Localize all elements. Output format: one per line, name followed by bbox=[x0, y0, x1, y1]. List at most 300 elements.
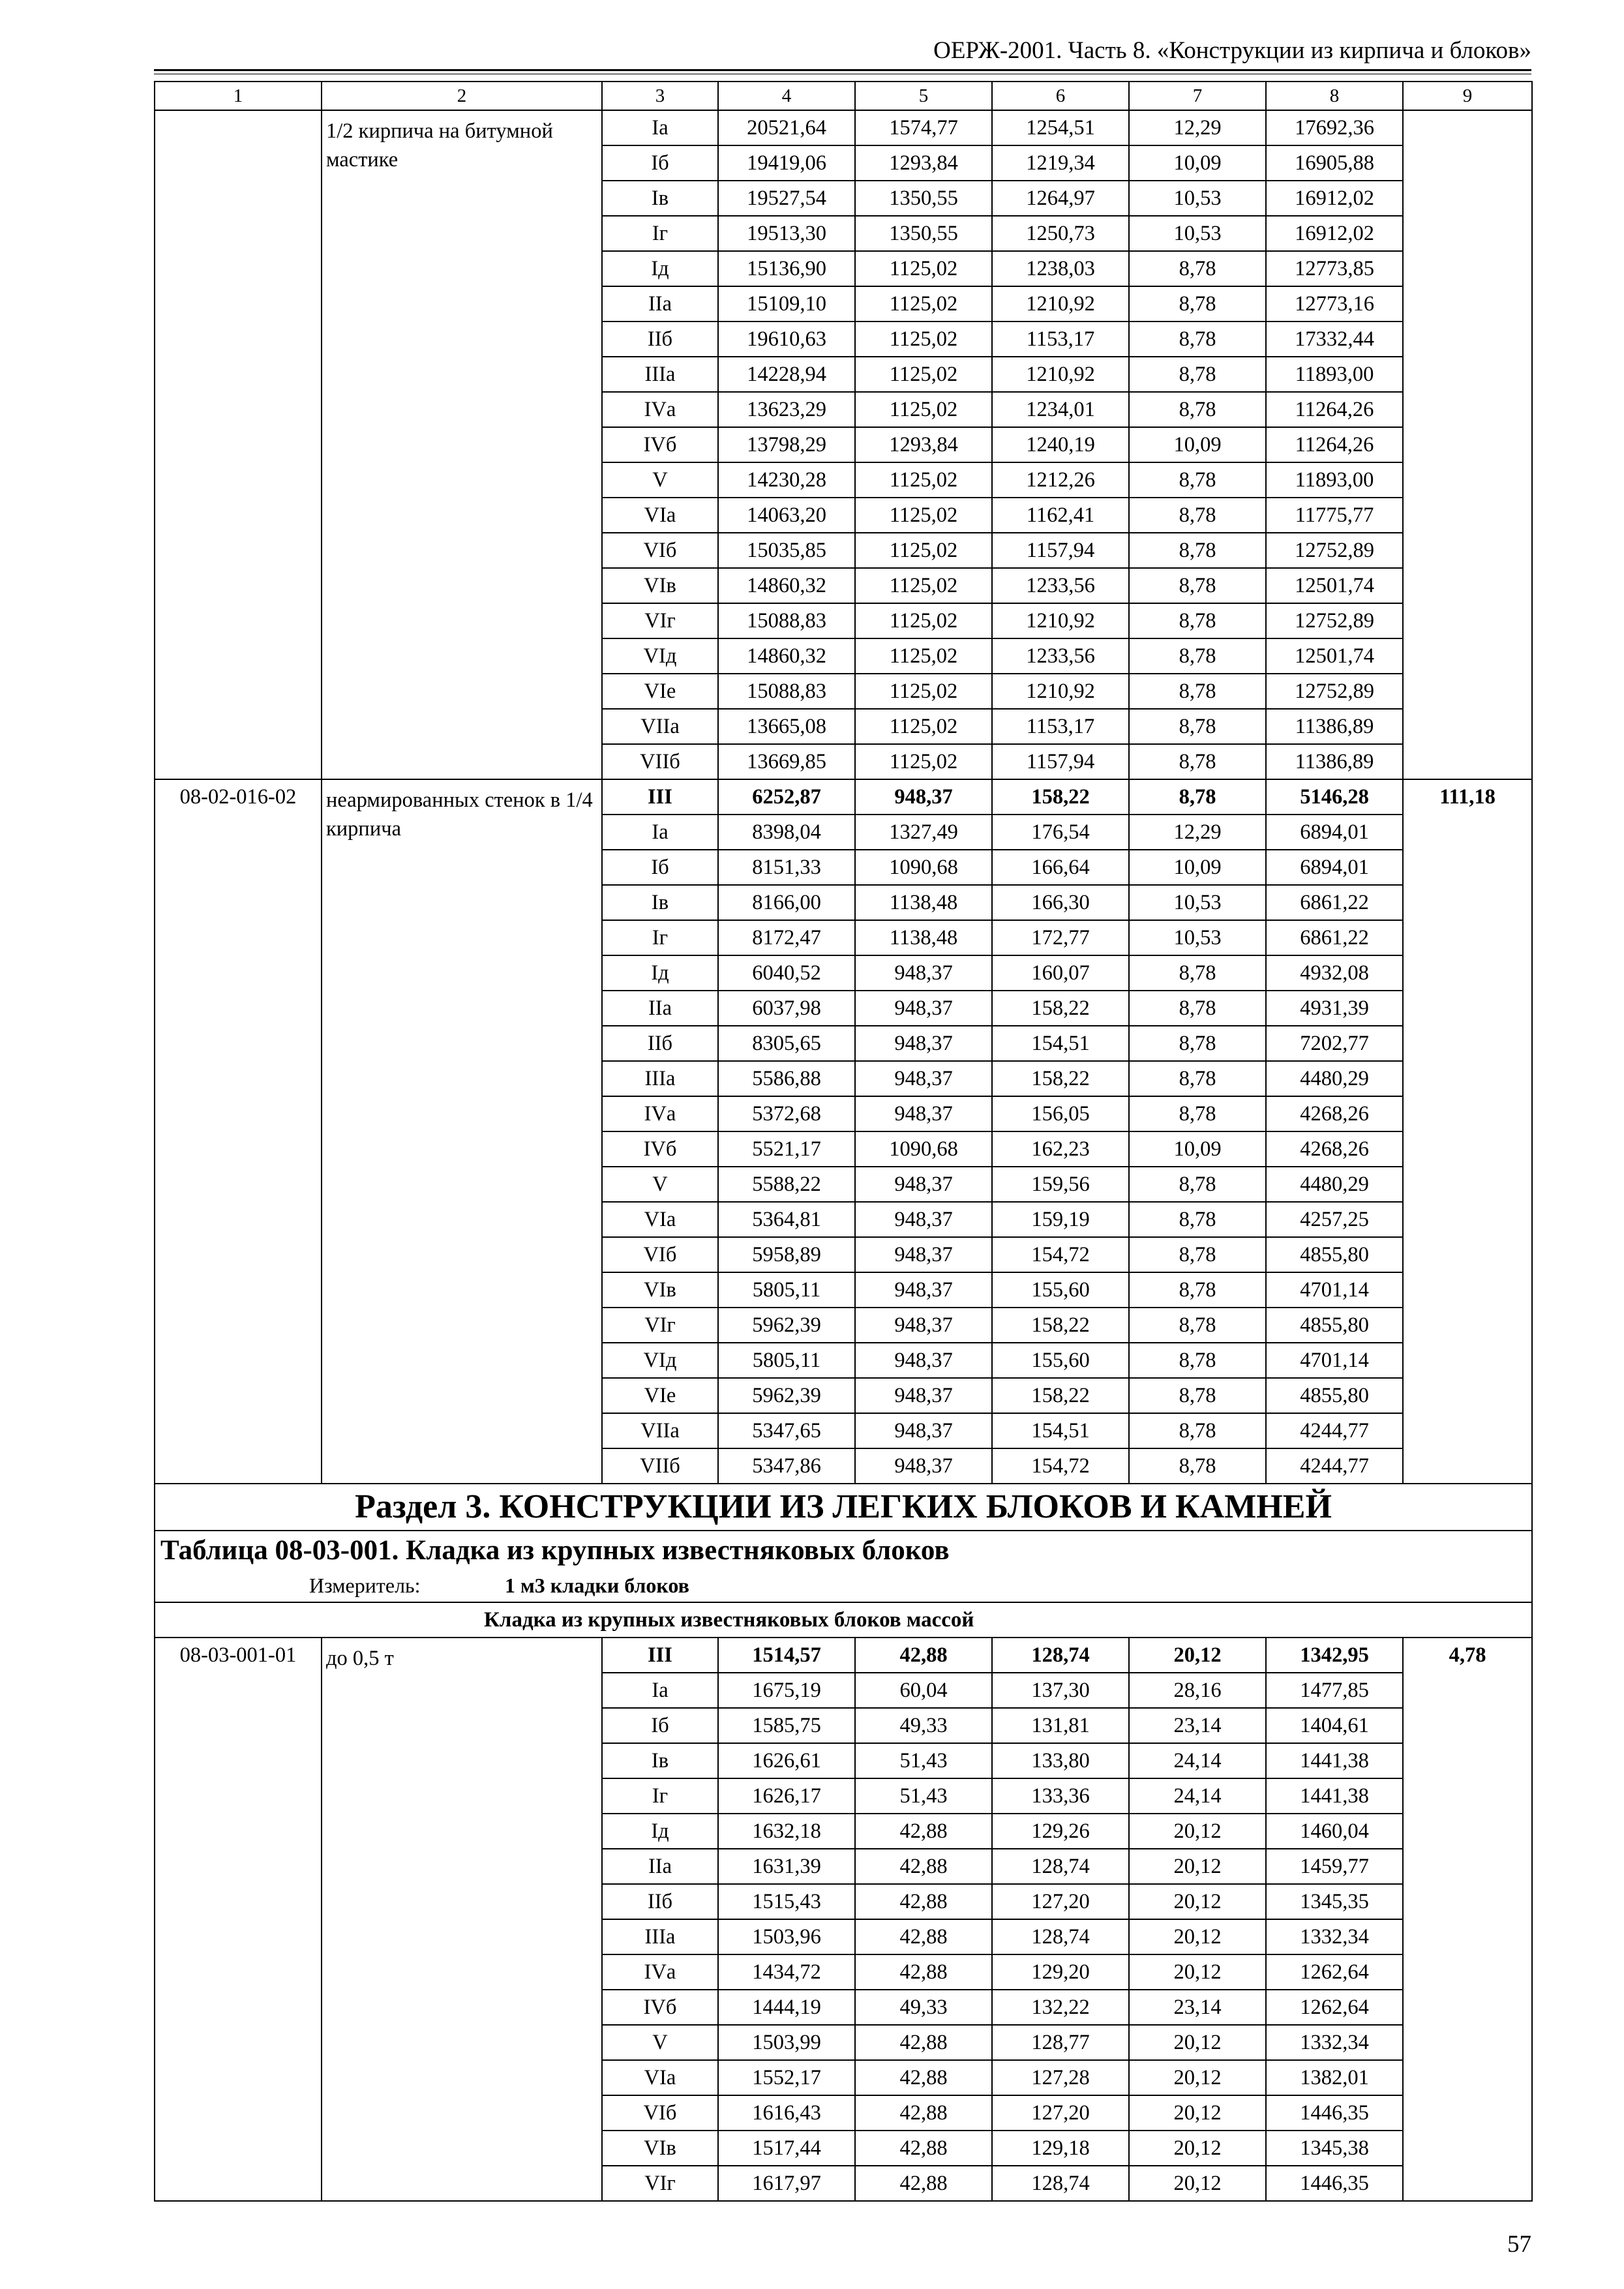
zone-cell: VIа bbox=[602, 1202, 718, 1237]
value-cell: 8166,00 bbox=[718, 885, 855, 920]
table-row bbox=[155, 1638, 1532, 1673]
value-cell: 128,74 bbox=[992, 1919, 1129, 1954]
value-cell: 11386,89 bbox=[1266, 744, 1403, 779]
column-number-cell: 7 bbox=[1129, 82, 1266, 110]
running-header bbox=[154, 34, 1531, 68]
meter-cell bbox=[155, 1569, 1532, 1602]
zone-cell: IVа bbox=[602, 1954, 718, 1990]
zone-cell: Iг bbox=[602, 216, 718, 251]
value-cell: 1125,02 bbox=[855, 286, 992, 322]
column-number-cell: 6 bbox=[992, 82, 1129, 110]
value-cell: 42,88 bbox=[855, 2060, 992, 2095]
value-cell: 20,12 bbox=[1129, 1884, 1266, 1919]
value-cell: 51,43 bbox=[855, 1743, 992, 1778]
value-cell: 20521,64 bbox=[718, 110, 855, 145]
zone-cell: IIIа bbox=[602, 1919, 718, 1954]
value-cell: 14230,28 bbox=[718, 462, 855, 498]
value-cell: 19527,54 bbox=[718, 181, 855, 216]
value-cell: 12,29 bbox=[1129, 110, 1266, 145]
zone-cell: IVб bbox=[602, 427, 718, 462]
zone-cell: III bbox=[602, 779, 718, 815]
value-cell: 6861,22 bbox=[1266, 920, 1403, 955]
value-cell: 7202,77 bbox=[1266, 1026, 1403, 1061]
work-description: 1/2 кирпича на битумной мастике bbox=[322, 110, 602, 779]
value-cell: 42,88 bbox=[855, 1919, 992, 1954]
value-cell: 1332,34 bbox=[1266, 1919, 1403, 1954]
value-cell: 8,78 bbox=[1129, 357, 1266, 392]
value-cell: 1210,92 bbox=[992, 286, 1129, 322]
zone-cell: V bbox=[602, 462, 718, 498]
value-cell: 5146,28 bbox=[1266, 779, 1403, 815]
value-cell: 159,19 bbox=[992, 1202, 1129, 1237]
value-cell: 8,78 bbox=[1129, 1237, 1266, 1272]
value-cell: 10,53 bbox=[1129, 885, 1266, 920]
value-cell: 4480,29 bbox=[1266, 1061, 1403, 1096]
zone-cell: VIб bbox=[602, 1237, 718, 1272]
value-cell: 14063,20 bbox=[718, 498, 855, 533]
subheading-row bbox=[155, 1602, 1532, 1638]
value-cell: 1125,02 bbox=[855, 392, 992, 427]
value-cell: 6040,52 bbox=[718, 955, 855, 991]
value-cell: 1210,92 bbox=[992, 603, 1129, 638]
value-cell: 1138,48 bbox=[855, 885, 992, 920]
zone-cell: VIIа bbox=[602, 1413, 718, 1448]
work-description: неармированных стенок в 1/4 кирпича bbox=[322, 779, 602, 1484]
rate-code: 08-02-016-02 bbox=[155, 779, 322, 1484]
zone-cell: VIб bbox=[602, 2095, 718, 2131]
column-number-cell: 3 bbox=[602, 82, 718, 110]
value-cell: 1240,19 bbox=[992, 427, 1129, 462]
value-cell: 1138,48 bbox=[855, 920, 992, 955]
zone-cell: Iд bbox=[602, 1814, 718, 1849]
value-cell: 1233,56 bbox=[992, 638, 1129, 674]
rate-code: 08-03-001-01 bbox=[155, 1638, 322, 2201]
value-cell: 20,12 bbox=[1129, 2131, 1266, 2166]
value-cell: 1345,38 bbox=[1266, 2131, 1403, 2166]
value-cell: 51,43 bbox=[855, 1778, 992, 1814]
value-cell: 1460,04 bbox=[1266, 1814, 1403, 1849]
column-number-cell: 4 bbox=[718, 82, 855, 110]
value-cell: 8,78 bbox=[1129, 709, 1266, 744]
value-cell: 8,78 bbox=[1129, 638, 1266, 674]
zone-cell: Iв bbox=[602, 181, 718, 216]
zone-cell: IIIа bbox=[602, 357, 718, 392]
value-cell: 13665,08 bbox=[718, 709, 855, 744]
value-cell: 8398,04 bbox=[718, 815, 855, 850]
zone-cell: IIа bbox=[602, 286, 718, 322]
value-cell: 1574,77 bbox=[855, 110, 992, 145]
value-cell: 19610,63 bbox=[718, 322, 855, 357]
value-cell: 14860,32 bbox=[718, 568, 855, 603]
value-cell: 15136,90 bbox=[718, 251, 855, 286]
column-number-cell: 2 bbox=[322, 82, 602, 110]
value-cell: 1446,35 bbox=[1266, 2095, 1403, 2131]
value-cell: 1090,68 bbox=[855, 1131, 992, 1167]
value-cell: 15088,83 bbox=[718, 603, 855, 638]
value-cell: 8,78 bbox=[1129, 392, 1266, 427]
value-cell: 8151,33 bbox=[718, 850, 855, 885]
value-cell: 1459,77 bbox=[1266, 1849, 1403, 1884]
value-cell: 4931,39 bbox=[1266, 991, 1403, 1026]
zone-cell: Iа bbox=[602, 815, 718, 850]
value-cell: 8,78 bbox=[1129, 991, 1266, 1026]
value-cell: 4268,26 bbox=[1266, 1096, 1403, 1131]
value-cell: 948,37 bbox=[855, 1378, 992, 1413]
zone-cell: VIIа bbox=[602, 709, 718, 744]
zone-cell: VIг bbox=[602, 1308, 718, 1343]
value-cell: 1515,43 bbox=[718, 1884, 855, 1919]
value-cell: 20,12 bbox=[1129, 2025, 1266, 2060]
zone-cell: VIг bbox=[602, 603, 718, 638]
value-cell: 1345,35 bbox=[1266, 1884, 1403, 1919]
value-cell: 5521,17 bbox=[718, 1131, 855, 1167]
value-cell: 1616,43 bbox=[718, 2095, 855, 2131]
total-cell bbox=[1403, 110, 1532, 779]
value-cell: 166,30 bbox=[992, 885, 1129, 920]
value-cell: 8,78 bbox=[1129, 1167, 1266, 1202]
section-row bbox=[155, 1484, 1532, 1531]
value-cell: 137,30 bbox=[992, 1673, 1129, 1708]
value-cell: 1441,38 bbox=[1266, 1743, 1403, 1778]
value-cell: 4257,25 bbox=[1266, 1202, 1403, 1237]
value-cell: 1250,73 bbox=[992, 216, 1129, 251]
meter-row bbox=[155, 1569, 1532, 1602]
value-cell: 1210,92 bbox=[992, 357, 1129, 392]
value-cell: 8,78 bbox=[1129, 1096, 1266, 1131]
value-cell: 12773,16 bbox=[1266, 286, 1403, 322]
value-cell: 5364,81 bbox=[718, 1202, 855, 1237]
value-cell: 5805,11 bbox=[718, 1343, 855, 1378]
section-title: Раздел 3. КОНСТРУКЦИИ ИЗ ЛЕГКИХ БЛОКОВ И КАМНЕЙ bbox=[155, 1484, 1532, 1531]
value-cell: 1514,57 bbox=[718, 1638, 855, 1673]
value-cell: 20,12 bbox=[1129, 1849, 1266, 1884]
value-cell: 4268,26 bbox=[1266, 1131, 1403, 1167]
table-row bbox=[155, 779, 1532, 815]
value-cell: 132,22 bbox=[992, 1990, 1129, 2025]
value-cell: 10,09 bbox=[1129, 427, 1266, 462]
value-cell: 1446,35 bbox=[1266, 2166, 1403, 2201]
zone-cell: IIб bbox=[602, 1026, 718, 1061]
value-cell: 1125,02 bbox=[855, 322, 992, 357]
value-cell: 1632,18 bbox=[718, 1814, 855, 1849]
value-cell: 1125,02 bbox=[855, 498, 992, 533]
value-cell: 154,51 bbox=[992, 1413, 1129, 1448]
value-cell: 1503,96 bbox=[718, 1919, 855, 1954]
zone-cell: IVа bbox=[602, 392, 718, 427]
zone-cell: IIIа bbox=[602, 1061, 718, 1096]
value-cell: 1626,17 bbox=[718, 1778, 855, 1814]
column-number-cell: 5 bbox=[855, 82, 992, 110]
value-cell: 1342,95 bbox=[1266, 1638, 1403, 1673]
value-cell: 948,37 bbox=[855, 1343, 992, 1378]
value-cell: 1157,94 bbox=[992, 744, 1129, 779]
value-cell: 129,20 bbox=[992, 1954, 1129, 1990]
value-cell: 60,04 bbox=[855, 1673, 992, 1708]
value-cell: 1153,17 bbox=[992, 322, 1129, 357]
value-cell: 10,09 bbox=[1129, 850, 1266, 885]
value-cell: 4244,77 bbox=[1266, 1448, 1403, 1484]
value-cell: 172,77 bbox=[992, 920, 1129, 955]
column-number-row bbox=[155, 82, 1532, 110]
work-description: до 0,5 т bbox=[322, 1638, 602, 2201]
value-cell: 12752,89 bbox=[1266, 674, 1403, 709]
value-cell: 8,78 bbox=[1129, 674, 1266, 709]
value-cell: 19419,06 bbox=[718, 145, 855, 181]
value-cell: 1125,02 bbox=[855, 674, 992, 709]
value-cell: 5958,89 bbox=[718, 1237, 855, 1272]
zone-cell: VIб bbox=[602, 533, 718, 568]
value-cell: 4480,29 bbox=[1266, 1167, 1403, 1202]
header-title: ОЕРЖ-2001. Часть 8. «Конструкции из кирпича и блоков» bbox=[933, 37, 1531, 64]
value-cell: 154,72 bbox=[992, 1237, 1129, 1272]
value-cell: 5347,86 bbox=[718, 1448, 855, 1484]
value-cell: 154,51 bbox=[992, 1026, 1129, 1061]
value-cell: 128,77 bbox=[992, 2025, 1129, 2060]
rate-code bbox=[155, 110, 322, 779]
value-cell: 10,53 bbox=[1129, 181, 1266, 216]
value-cell: 4855,80 bbox=[1266, 1378, 1403, 1413]
value-cell: 1125,02 bbox=[855, 568, 992, 603]
value-cell: 948,37 bbox=[855, 1167, 992, 1202]
value-cell: 42,88 bbox=[855, 2095, 992, 2131]
value-cell: 42,88 bbox=[855, 2166, 992, 2201]
value-cell: 16912,02 bbox=[1266, 216, 1403, 251]
table-title-row bbox=[155, 1531, 1532, 1569]
value-cell: 1617,97 bbox=[718, 2166, 855, 2201]
value-cell: 10,53 bbox=[1129, 920, 1266, 955]
value-cell: 158,22 bbox=[992, 991, 1129, 1026]
value-cell: 1631,39 bbox=[718, 1849, 855, 1884]
value-cell: 1125,02 bbox=[855, 744, 992, 779]
zone-cell: VIв bbox=[602, 2131, 718, 2166]
value-cell: 1125,02 bbox=[855, 709, 992, 744]
value-cell: 8305,65 bbox=[718, 1026, 855, 1061]
value-cell: 1262,64 bbox=[1266, 1990, 1403, 2025]
value-cell: 20,12 bbox=[1129, 1954, 1266, 1990]
value-cell: 6252,87 bbox=[718, 779, 855, 815]
value-cell: 13669,85 bbox=[718, 744, 855, 779]
value-cell: 16912,02 bbox=[1266, 181, 1403, 216]
zone-cell: VIд bbox=[602, 638, 718, 674]
value-cell: 1332,34 bbox=[1266, 2025, 1403, 2060]
value-cell: 13798,29 bbox=[718, 427, 855, 462]
value-cell: 8,78 bbox=[1129, 744, 1266, 779]
value-cell: 8,78 bbox=[1129, 603, 1266, 638]
value-cell: 1552,17 bbox=[718, 2060, 855, 2095]
value-cell: 1219,34 bbox=[992, 145, 1129, 181]
zone-cell: IIа bbox=[602, 1849, 718, 1884]
value-cell: 1153,17 bbox=[992, 709, 1129, 744]
header-rule bbox=[154, 69, 1531, 71]
value-cell: 20,12 bbox=[1129, 2060, 1266, 2095]
value-cell: 1441,38 bbox=[1266, 1778, 1403, 1814]
value-cell: 8,78 bbox=[1129, 1202, 1266, 1237]
value-cell: 1157,94 bbox=[992, 533, 1129, 568]
subheading: Кладка из крупных известняковых блоков массой bbox=[155, 1602, 1532, 1638]
zone-cell: Iа bbox=[602, 1673, 718, 1708]
zone-cell: Iг bbox=[602, 920, 718, 955]
value-cell: 20,12 bbox=[1129, 1814, 1266, 1849]
zone-cell: Iб bbox=[602, 850, 718, 885]
value-cell: 8,78 bbox=[1129, 462, 1266, 498]
value-cell: 1212,26 bbox=[992, 462, 1129, 498]
value-cell: 6861,22 bbox=[1266, 885, 1403, 920]
value-cell: 8,78 bbox=[1129, 568, 1266, 603]
zone-cell: VIг bbox=[602, 2166, 718, 2201]
zone-cell: VIд bbox=[602, 1343, 718, 1378]
value-cell: 1293,84 bbox=[855, 145, 992, 181]
zone-cell: Iа bbox=[602, 110, 718, 145]
value-cell: 158,22 bbox=[992, 1378, 1129, 1413]
value-cell: 6894,01 bbox=[1266, 850, 1403, 885]
value-cell: 948,37 bbox=[855, 1061, 992, 1096]
value-cell: 1238,03 bbox=[992, 251, 1129, 286]
zone-cell: Iд bbox=[602, 955, 718, 991]
zone-cell: IIб bbox=[602, 322, 718, 357]
rates-table bbox=[154, 81, 1533, 2202]
value-cell: 1382,01 bbox=[1266, 2060, 1403, 2095]
value-cell: 11893,00 bbox=[1266, 462, 1403, 498]
value-cell: 155,60 bbox=[992, 1272, 1129, 1308]
value-cell: 15035,85 bbox=[718, 533, 855, 568]
value-cell: 1626,61 bbox=[718, 1743, 855, 1778]
value-cell: 948,37 bbox=[855, 1202, 992, 1237]
value-cell: 8,78 bbox=[1129, 533, 1266, 568]
value-cell: 128,74 bbox=[992, 1849, 1129, 1884]
value-cell: 5805,11 bbox=[718, 1272, 855, 1308]
zone-cell: IVб bbox=[602, 1131, 718, 1167]
value-cell: 948,37 bbox=[855, 1237, 992, 1272]
value-cell: 20,12 bbox=[1129, 2166, 1266, 2201]
zone-cell: Iв bbox=[602, 885, 718, 920]
value-cell: 16905,88 bbox=[1266, 145, 1403, 181]
value-cell: 12501,74 bbox=[1266, 568, 1403, 603]
meter-label: Измеритель: bbox=[309, 1574, 421, 1597]
page-number: 57 bbox=[1507, 2231, 1531, 2258]
value-cell: 133,36 bbox=[992, 1778, 1129, 1814]
value-cell: 15109,10 bbox=[718, 286, 855, 322]
zone-cell: VIIб bbox=[602, 1448, 718, 1484]
value-cell: 1125,02 bbox=[855, 638, 992, 674]
value-cell: 8,78 bbox=[1129, 1413, 1266, 1448]
zone-cell: VIа bbox=[602, 498, 718, 533]
value-cell: 8,78 bbox=[1129, 498, 1266, 533]
value-cell: 19513,30 bbox=[718, 216, 855, 251]
value-cell: 4855,80 bbox=[1266, 1308, 1403, 1343]
value-cell: 133,80 bbox=[992, 1743, 1129, 1778]
value-cell: 1162,41 bbox=[992, 498, 1129, 533]
value-cell: 8,78 bbox=[1129, 1448, 1266, 1484]
value-cell: 948,37 bbox=[855, 1448, 992, 1484]
value-cell: 1264,97 bbox=[992, 181, 1129, 216]
value-cell: 127,28 bbox=[992, 2060, 1129, 2095]
value-cell: 1327,49 bbox=[855, 815, 992, 850]
zone-cell: VIв bbox=[602, 568, 718, 603]
value-cell: 8,78 bbox=[1129, 251, 1266, 286]
value-cell: 948,37 bbox=[855, 779, 992, 815]
zone-cell: Iд bbox=[602, 251, 718, 286]
value-cell: 948,37 bbox=[855, 1308, 992, 1343]
value-cell: 24,14 bbox=[1129, 1778, 1266, 1814]
zone-cell: IVа bbox=[602, 1096, 718, 1131]
value-cell: 156,05 bbox=[992, 1096, 1129, 1131]
column-number-cell: 8 bbox=[1266, 82, 1403, 110]
value-cell: 1293,84 bbox=[855, 427, 992, 462]
value-cell: 12773,85 bbox=[1266, 251, 1403, 286]
value-cell: 4932,08 bbox=[1266, 955, 1403, 991]
value-cell: 1585,75 bbox=[718, 1708, 855, 1743]
zone-cell: IIа bbox=[602, 991, 718, 1026]
value-cell: 155,60 bbox=[992, 1343, 1129, 1378]
value-cell: 11264,26 bbox=[1266, 427, 1403, 462]
value-cell: 127,20 bbox=[992, 1884, 1129, 1919]
value-cell: 4701,14 bbox=[1266, 1343, 1403, 1378]
value-cell: 42,88 bbox=[855, 1954, 992, 1990]
value-cell: 1517,44 bbox=[718, 2131, 855, 2166]
value-cell: 1090,68 bbox=[855, 850, 992, 885]
value-cell: 49,33 bbox=[855, 1708, 992, 1743]
value-cell: 12752,89 bbox=[1266, 603, 1403, 638]
value-cell: 1125,02 bbox=[855, 603, 992, 638]
zone-cell: VIе bbox=[602, 1378, 718, 1413]
value-cell: 12,29 bbox=[1129, 815, 1266, 850]
zone-cell: VIIб bbox=[602, 744, 718, 779]
zone-cell: VIе bbox=[602, 674, 718, 709]
value-cell: 24,14 bbox=[1129, 1743, 1266, 1778]
value-cell: 8,78 bbox=[1129, 955, 1266, 991]
value-cell: 20,12 bbox=[1129, 2095, 1266, 2131]
value-cell: 5586,88 bbox=[718, 1061, 855, 1096]
value-cell: 15088,83 bbox=[718, 674, 855, 709]
zone-cell: IVб bbox=[602, 1990, 718, 2025]
table-row bbox=[155, 110, 1532, 145]
value-cell: 8,78 bbox=[1129, 286, 1266, 322]
value-cell: 5347,65 bbox=[718, 1413, 855, 1448]
value-cell: 1404,61 bbox=[1266, 1708, 1403, 1743]
value-cell: 23,14 bbox=[1129, 1990, 1266, 2025]
value-cell: 8,78 bbox=[1129, 1378, 1266, 1413]
value-cell: 4244,77 bbox=[1266, 1413, 1403, 1448]
zone-cell: IIб bbox=[602, 1884, 718, 1919]
value-cell: 948,37 bbox=[855, 1272, 992, 1308]
value-cell: 42,88 bbox=[855, 1638, 992, 1673]
value-cell: 5962,39 bbox=[718, 1378, 855, 1413]
total-cell: 4,78 bbox=[1403, 1638, 1532, 2201]
value-cell: 42,88 bbox=[855, 1849, 992, 1884]
value-cell: 11386,89 bbox=[1266, 709, 1403, 744]
value-cell: 1234,01 bbox=[992, 392, 1129, 427]
value-cell: 948,37 bbox=[855, 1413, 992, 1448]
zone-cell: Iв bbox=[602, 1743, 718, 1778]
value-cell: 42,88 bbox=[855, 1814, 992, 1849]
value-cell: 12752,89 bbox=[1266, 533, 1403, 568]
value-cell: 8,78 bbox=[1129, 322, 1266, 357]
zone-cell: VIа bbox=[602, 2060, 718, 2095]
value-cell: 42,88 bbox=[855, 1884, 992, 1919]
zone-cell: Iб bbox=[602, 145, 718, 181]
value-cell: 10,53 bbox=[1129, 216, 1266, 251]
value-cell: 1444,19 bbox=[718, 1990, 855, 2025]
value-cell: 8,78 bbox=[1129, 779, 1266, 815]
value-cell: 8,78 bbox=[1129, 1061, 1266, 1096]
value-cell: 10,09 bbox=[1129, 145, 1266, 181]
value-cell: 948,37 bbox=[855, 1096, 992, 1131]
value-cell: 158,22 bbox=[992, 1061, 1129, 1096]
value-cell: 8,78 bbox=[1129, 1308, 1266, 1343]
value-cell: 1125,02 bbox=[855, 251, 992, 286]
value-cell: 1125,02 bbox=[855, 462, 992, 498]
value-cell: 11893,00 bbox=[1266, 357, 1403, 392]
